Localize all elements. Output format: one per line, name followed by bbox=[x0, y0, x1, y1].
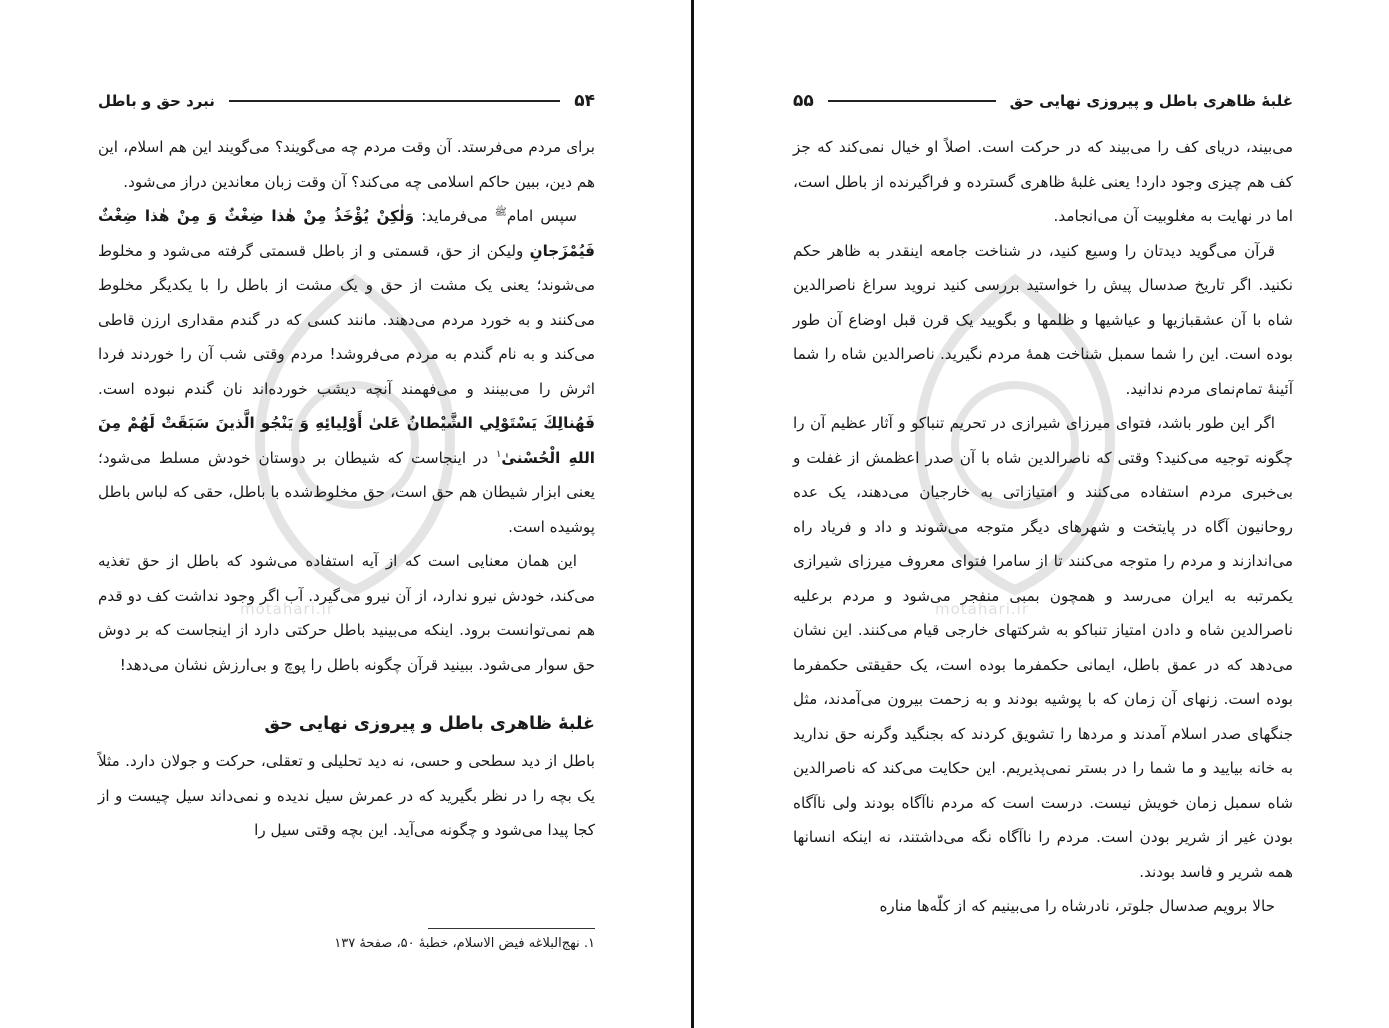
right-text-column bbox=[793, 130, 1293, 924]
right-paragraph-4: حالا برویم صدسال جلوتر، نادرشاه را می‌بینیم که از کلّه‌ها مناره bbox=[879, 897, 1275, 915]
right-running-title: غلبهٔ ظاهری باطل و پیروزی نهایی حق bbox=[1009, 92, 1293, 110]
right-paragraph-1: می‌بیند، دریای کف را می‌بیند که در حرکت است. اصلاً او خیال نمی‌کند که جز کف هم چیزی وجود دارد! یعنی غلبهٔ ظاهری گسترده و فراگیرنده از باطل است، اما در نهایت به مغلوبیت آن می‌انجامد. bbox=[793, 138, 1293, 225]
left-text-column bbox=[98, 130, 595, 848]
left-paragraph-1: برای مردم می‌فرستد. آن وقت مردم چه می‌گویند؟ می‌گویند این هم اسلام، این هم دین، ببین حاکم اسلامی چه می‌کند؟ آن وقت زبان معاندین دراز می‌شود. bbox=[98, 138, 595, 191]
arabic-quote-1: وَلٰكِنْ يُؤْخَذُ مِنْ هٰذا ضِغْثٌ وَ مِنْ هٰذا ضِغْثٌ فَيُمْزَجانِ bbox=[98, 207, 595, 260]
right-page bbox=[695, 0, 1389, 1028]
arabic-quote-2: فَهُنالِكَ يَسْتَوْلِي الشَّيْطانُ عَلىٰ أَوْلِيائِهِ وَ يَنْجُو الَّذينَ سَبَقَتْ لَهُمْ مِنَ اللهِ الْحُسْنىٰ bbox=[98, 414, 596, 467]
right-paragraph-2: قرآن می‌گوید دیدتان را وسیع کنید، در شناخت جامعه اینقدر به ظاهر حکم نکنید. اگر تاریخ صدسال پیش را خواستید بررسی کنید نروید سراغ ناصرالدین شاه با آن عشقبازیها و عیاشیها و ظلمها و بگویید یک قرن قبل اوضاع آن طور بوده است. این را شما سمبل شناخت همهٔ مردم نگیرید. ناصرالدین شاه را شما آئینهٔ تمام‌نمای مردم ندانید. bbox=[793, 241, 1293, 398]
footnote-ref-1[interactable]: ۱ bbox=[496, 448, 502, 460]
left-para2-tail: در اینجاست که شیطان بر دوستان خودش مسلط می‌شود؛ یعنی ابزار شیطان هم حق است، حق مخلوط‌شده با باطل، حقی که لباس باطل پوشیده است. bbox=[98, 448, 595, 536]
left-running-title: نبرد حق و باطل bbox=[98, 92, 215, 110]
left-watermark-text: motahari.ir bbox=[240, 600, 334, 618]
left-para2-verb: می‌فرماید: bbox=[421, 207, 488, 225]
footnote-rule bbox=[428, 928, 595, 929]
left-paragraph-3: این همان معنایی است که از آیه استفاده می‌شود که باطل از حق تغذیه می‌کند، خودش نیرو ندارد، از آن نیرو می‌گیرد. آب اگر وجود نداشت کف دو قدم هم نمی‌توانست برود. اینکه می‌بینید باطل حرکتی دارد از اینجاست که بر دوش حق سوار می‌شود. ببینید قرآن چگونه باطل را پوچ و بی‌ارزش نشان می‌دهد! bbox=[98, 552, 595, 674]
section-heading: غلبهٔ ظاهری باطل و پیروزی نهایی حق bbox=[264, 714, 595, 734]
right-watermark-text: motahari.ir bbox=[935, 600, 1029, 618]
right-paragraph-3: اگر این طور باشد، فتوای میرزای شیرازی در تحریم تنباکو و آثار عظیم آن را چگونه توجیه می‌کنید؟ وقتی که ناصرالدین شاه با آن صدر اعظمش از غفلت و بی‌خبری مردم استفاده می‌کنند و امتیازاتی به خارجیان می‌دهند، یک عده روحانیون آگاه در پایتخت و شهرهای دیگر متوجه می‌شوند و داد و فریاد راه می‌اندازند و مردم را متوجه می‌کنند تا از سامرا فتوای معروف میرزای شیرازی یکمرتبه به ایران می‌رسد و همچون بمبی منفجر می‌شود و مردم برعلیه ناصرالدین شاه و دادن امتیاز تنباکو به شرکتهای خارجی قیام می‌کنند. این نشان می‌دهد که در عمق باطل، ایمانی حکمفرما بوده است، یک حقیقتی حکمفرما بوده است. زنهای آن زمان که با پوشیه بودند و به زحمت بیرون می‌آمدند، مثل جنگهای صدر اسلام آمدند و مردها را تشویق کردند که بجنگید وگرنه حق ندارید به خانه بیایید و ما شما را در بستر نمی‌پذیریم. این حکایت می‌کند که ناصرالدین شاه سمبل زمان خویش نیست. درست است که مردم ناآگاه بودند ولی ناآگاه بودن غیر از شریر بودن است. مردم را ناآگاه نگه می‌داشتند، نه اینکه انسانها همه شریر و فاسد بودند. bbox=[793, 414, 1293, 881]
left-running-head bbox=[98, 86, 595, 116]
book-spine bbox=[691, 0, 694, 1028]
alayhi-salam-glyph: ﷺ bbox=[494, 206, 507, 218]
left-page-number: ۵۴ bbox=[574, 91, 595, 111]
right-head-rule bbox=[828, 100, 996, 102]
footnote: ۱. نهج‌البلاغه فیض الاسلام، خطبهٔ ۵۰، صفحهٔ ۱۳۷ bbox=[334, 936, 595, 951]
left-page bbox=[0, 0, 692, 1028]
left-head-rule bbox=[229, 100, 560, 102]
left-para2-body: ولیکن از حق، قسمتی و از باطل قسمتی گرفته می‌شود و مخلوط می‌شوند؛ یعنی یک مشت از حق و یک مشت از باطل را با یکدیگر مخلوط می‌کنند و به خورد مردم می‌دهند. مانند کسی که در گندم مقداری ارزن قاطی می‌کند و به نام گندم به مردم می‌فروشد! مردم وقتی شب آن را خوردند فردا اثرش را می‌بینند و می‌فهمند آنچه دیشب خورده‌اند نان گندم نبوده است. bbox=[98, 241, 595, 398]
right-page-number: ۵۵ bbox=[793, 91, 814, 111]
left-para2-intro: سپس امام bbox=[506, 207, 578, 225]
right-running-head bbox=[793, 86, 1293, 116]
left-section-paragraph: باطل از دید سطحی و حسی، نه دید تحلیلی و تعقلی، حرکت و جولان دارد. مثلاً یک بچه را در نظر بگیرید که در عمرش سیل ندیده و نمی‌داند سیل چیست و از کجا پیدا می‌شود و چگونه می‌آید. این بچه وقتی سیل را bbox=[98, 752, 595, 839]
left-paragraph-2 bbox=[98, 199, 595, 544]
